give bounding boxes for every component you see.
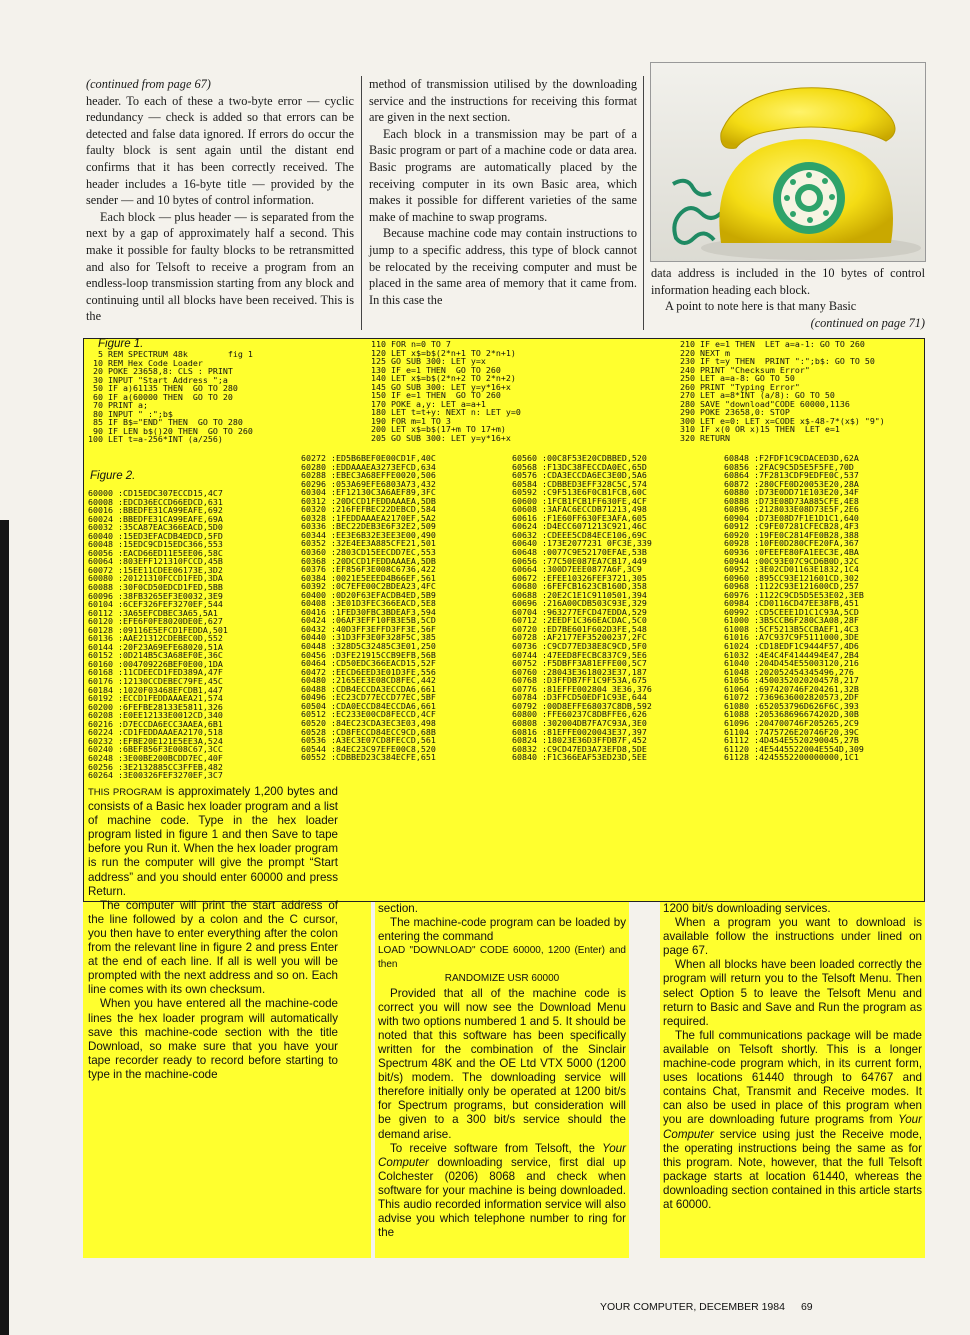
figure-1-listing-col2: 110 FOR n=0 TO 7 120 LET x$=b$(2*n+1 TO 2*n+1) 125 GO SUB 300: LET y=x 130 IF e=1 THEN GO TO 260 140 LET x$=b$(2*n+2 TO 2*n+2) 145 GO SUB 300: LET y=y*16+x 150 IF e=1 THEN GO TO 260 170 POKE a,y: LET a=a+1 180 LET t=t+y: NEXT n: LET y=0 190 FOR m=1 TO 3 200 LET x$=b$(17+m TO 17+m) 205 GO SUB 300: LET y=y*16+x <box>371 339 521 444</box>
top-column-1 <box>86 76 354 325</box>
paragraph: Each block — plus header — is separated from the next by a gap of approximately half a second. This make it possible for faulty blocks to be retransmitted and also for Telsoft to receive a program from an endless-loop transmission starting from any block and continuing until all blocks have been received. This is the <box>86 209 354 324</box>
panel-text-column-3 <box>660 902 925 1258</box>
continued-from: (continued from page 67) <box>86 77 211 91</box>
paragraph: 1200 bit/s downloading services. <box>663 902 831 915</box>
page-number: 69 <box>800 1301 813 1313</box>
paragraph-text: service using just the Receive mode, the operating instructions being the same as for this program. Note, however, that the full Telsoft package starts at location 61440, whereas the downloading section contained in this article starts at 60000. <box>663 1127 922 1211</box>
column-rule <box>643 76 644 330</box>
paragraph: When you have entered all the machine-code lines the hex loader program will automatically save this machine-code section with the title Download, so make sure that you have your tape recorder ready to record before starting to type in the machine-code <box>88 997 338 1081</box>
paragraph <box>378 1142 626 1241</box>
paragraph: Because machine code may contain instructions to jump to a specific address, this type of block cannot be relocated by the receiving computer and must be placed in the same area of memory that it came from. In this case the <box>369 226 637 307</box>
paragraph: When all blocks have been loaded correctly the program will return you to the Telsoft Menu. Then select Option 5 to leave the Telsoft Menu and return to Basic and Save and Run the program as required. <box>663 958 922 1028</box>
panel-text-column-1 <box>88 785 338 1082</box>
paragraph: When a program you want to download is available follow the instructions under lined on page 67. <box>663 916 922 958</box>
paragraph: header. To each of these a two-byte error — cyclic redundancy — check is added so that errors can be detected and false data ignored. If errors do occur the faulty block is sent again until the distant end confirms that it has been correctly received. The header includes a 16-byte title — provided by the sender — and 10 bytes of control information. <box>86 93 354 208</box>
figure-1-label: Figure 1. <box>98 338 144 350</box>
figure-1-listing-col3: 210 IF e=1 THEN LET a=a-1: GO TO 260 220 NEXT m 230 IF t=y THEN PRINT ":";b$: GO TO 50 240 PRINT "Checksum Error" 250 LET a=a-8: GO TO 50 260 PRINT "Typing Error" 270 LET a=8*INT (a/8): GO TO 50 280 SAVE "download"CODE 60000,1136 290 POKE 23658,0: STOP 300 LET e=0: LET x=CODE x$-48-7*(x$) "9") 310 IF x(0 OR x)15 THEN LET e=1 320 RETURN <box>680 339 885 444</box>
paragraph <box>88 785 338 899</box>
binding-shadow <box>0 520 9 1335</box>
paragraph-text: The full communications package will be made available on Telsoft shortly. This is a longer machine-code program which, in its current form, uses locations 61440 through to 64767 and contains Chat, Transmit and Receive modes. It can also be used in place of this program when you are downloading future programs from <box>663 1028 922 1127</box>
figure-2-listing-col2: 60272 :ED5B6BEF0E00CD1F,40C 60280 :EDDAAAEA3273EFCD,634 60288 :EBEC3A68EFFE0020,506 60296 :053A69EFE6803A73,432 60304 :EF12130C3A6AEF89,3FC 60312 :20DCCD1FEDDAAAEA,5DB 60320 :216FEFBEC22DEBCD,584 60328 :1FEDDAAAEA2170EF,5A2 60336 :BEC22DEB3E6F32E2,509 60344 :EE3E6B32E3EE3E00,490 60352 :32E4EE3A885CFE21,501 60360 :2803CD15EECDD7EC,553 60368 :20DCCD1FEDDAAAEA,5DB 60376 :EF856F3E008C6736,422 60384 :0021E5EEED4B66EF,561 60392 :0C7EFE00C2BDEA23,4FC 60400 :0D20F63EFACDB4ED,5B9 60408 :3E01D3FEC366EACD,5E8 60416 :1FED30FBC3BDEAF3,594 60424 :06AF3EFF10FB3E5B,5CD 60432 :40D3FF3EFFD3FF3E,56F 60440 :31D3FF3E0F328F5C,385 60448 :328D5C32485C3E01,250 60456 :D3FE21915CCB9EFB,56B 60464 :CD50EDC366EACD15,52F 60472 :EECD6EED3E01D3FE,556 60480 :2165EE3E08CD8FEC,442 60488 :CDB4ECCDA3ECCDA6,661 60496 :EC23CD77ECCD77EC,5BF 60504 :CDA0ECCD84ECCDA6,661 60512 :EC233E00CD8FECCD,4CF 60520 :84EC23CDA3EC3E03,498 60528 :CD8FECCD84ECC9CD,68B 60536 :A3EC3E07CD8FECCD,561 60544 :84EC23C97EFE00C8,520 60552 :CDBBED23C384ECFE,651 <box>301 453 436 763</box>
figure-2-listing-col1: 60000 :CD15EDC307ECCD15,4C7 60008 :EDCD36ECCD66EDCD,631 60016 :BBEDFE31CA99EAFE,692 60024 :BBEDFE31CA99EAFE,69A 60032 :35CA87EAC366EACD,5D0 60040 :15ED3EFACDB4EDCD,5FD 60048 :15EDC9CD15EDC366,553 60056 :EACD66ED11E5EE06,58C 60064 :803EFF121310FCCD,45B 60072 :15EE11CDEE06173E,3D2 60080 :20121310FCCD1FED,3DA 60088 :30F0CD50EDCD1FED,5BB 60096 :38FB3265EF3E0032,3E9 60104 :6CEF326FEF3270EF,544 60112 :3A65EFCDBEC3A65,5A1 60120 :EFE6F0FE8020DE0E,627 60128 :09116E5EFCD1FEDDA,501 60136 :AAE21312CDEBEC0D,552 60144 :20F23A69EFE68020,51A 60152 :0D214B5C3A68EF0E,36C 60160 :004709226BEF0E00,1DA 60168 :11CDEECD1FED389A,47F 60176 :12130CCDEBEC79FE,45C 60184 :1020F03468EFCDB1,447 60192 :ECCD1FEDDAAAEA21,574 60200 :6FEFBE28133E5811,326 60208 :E0EE12133E0012CD,340 60216 :D7ECCDA6ECC3AAEA,6B1 60224 :CD1FEDDAAAEA2170,518 60232 :EFBE20E121E5EE3A,524 60240 :6BEF856F3E008C67,3CC 60248 :3E00BE200BCDD7EC,40F 60256 :3E2132885CC3FFEB,482 60264 :3E00326FEF3270EF,3C7 <box>88 488 228 781</box>
top-column-3 <box>651 265 925 331</box>
yellow-telephone-image <box>651 63 926 262</box>
telephone-photo <box>650 62 926 262</box>
paragraph: Provided that all of the machine code is correct you will now see the Download Menu with two options numbered 1 and 5. It should be noted that this software has been specifically written for the combination of the Sinclair Spectrum 48K and the OE Ltd VTX 5000 (1200 bit/s) modem. The downloading service will therefore initially only be operated at 1200 bit/s for Spectrum programs, but consideration will be given to a 300 bit/s service should the demand arise. <box>378 986 626 1141</box>
lead-in: THIS PROGRAM <box>88 787 163 798</box>
figure-1-listing-col1: 5 REM SPECTRUM 48k fig 1 10 REM Hex Code Loader 20 POKE 23658,8: CLS : PRINT 30 INPUT "Start Address ";a 50 IF a)61135 THEN GO TO 280 60 IF a(60000 THEN GO TO 20 70 PRINT a; 80 INPUT " :";b$ 85 IF B$="END" THEN GO TO 280 90 IF LEN b$()20 THEN GO TO 260 100 LET t=a-256*INT (a/256) <box>88 349 253 445</box>
figure-2-label: Figure 2. <box>90 470 136 482</box>
panel-text-column-2 <box>375 902 629 1258</box>
paragraph: Each block in a transmission may be part of a Basic program or part of a machine code or data area. Basic programs are automatically placed by the receiving computer in its own Basic area, which makes it possible for different varieties of the same make of machine to swap programs. <box>369 126 637 224</box>
top-column-2 <box>369 76 637 308</box>
figure-2-listing-col4: 60848 :F2FDF1C9CDACED3D,62A 60856 :2FAC9C5D5E5F5FE,70D 60864 :7F2813CDF9EDFE0C,537 60872 :280CFE0D20053E20,28A 60880 :D73E0DD71E103E20,34F 60888 :D73E08D73A885CFE,4E8 60896 :2128033E08D73E5F,2E6 60904 :D73E08D7F1E1D1C1,640 60912 :C9FE07281CFECB28,4F3 60920 :19FE0C2814FE0B28,388 60928 :10FE0D280CFE20FA,367 60936 :0FEEFE80FA1EEC3E,4BA 60944 :00C93E07C9CD6B0D,32C 60952 :3E02CD01163E1832,1C4 60960 :895CC93E121601CD,302 60968 :1122C93E121600CD,257 60976 :1122C9CD5D5E53E02,3EB 60984 :CD0116CD47EE38FB,451 60992 :CD5CEEE1D1C1C93A,5CD 61000 :3B5CCB6F280C3A08,28F 61008 :5CF5213B5CCBAEF1,4C3 61016 :A7C937C9F5111000,3DE 61024 :CD18EDF1C9444F57,4D6 61032 :4E4C4F4144494E47,2B4 61040 :204D454E55003120,216 61048 :202052454345496,276 61056 :4500352020204578,217 61064 :697420746F204261,32B 61072 :7369636002820573,2DF 61080 :652053796D626F6C,393 61088 :205368696674202D,30B 61096 :204700746F205265,2C9 61104 :7475726E20746F20,39C 61112 :4D454E5520290045,27B 61120 :4E5445522004E554D,309 61128 :4245552200000000,1C1 <box>724 453 864 763</box>
randomize-command: RANDOMIZE USR 60000 <box>444 973 560 985</box>
column-rule <box>361 76 362 330</box>
paragraph: data address is included in the 10 bytes of control information heading each block. <box>651 266 925 297</box>
italic-text: Your Computer <box>378 1141 626 1169</box>
magazine-name: YOUR COMPUTER, DECEMBER 1984 <box>600 1301 785 1313</box>
load-command: LOAD "DOWNLOAD" CODE 60000, 1200 (Enter) and then <box>378 945 626 971</box>
figure-2-listing-col3: 60560 :00C8F53E20CDBBED,520 60568 :F13DC38FECCDA0EC,65D 60576 :CDA3ECCDA6EC3E0D,5A6 60584 :CDBBED3EFF328C5C,574 60592 :C9F513E6F0CB1FCB,60C 60600 :1FCB1FCB1FF630FE,4CF 60608 :3AFAC6ECCDB71213,498 60616 :F1E60FF630FE3AFA,605 60624 :D4ECC6071213C921,46C 60632 :CDEEE5CD84ECE106,69C 60640 :173E2077231 0FC3E,339 60648 :0077C9E52170EFAE,53B 60656 :77C50E087EA7CB17,449 60664 :300D7EEE0877A6F,3C9 60672 :EFEE10326FEF3721,305 60680 :6FEFCB1623CB160D,358 60688 :20E2C1E1C9110501,394 60696 :216A00CDB503C93E,329 60704 :963277EFCD47EDDA,529 60712 :2EEDF1C366EACDAC,5C0 60720 :ED7BE601F602D3FE,548 60728 :AF2177EF35200237,2FC 60736 :C9CD77ED38E8C9CD,5F0 60744 :47EED8FECBC837C9,5E6 60752 :F5DBFF3A81EFFE00,5C7 60760 :28043E3618023E37,187 60768 :D3FFDB7FF1C9F53A,675 60776 :81EFFE002804 3E36,376 60784 :D3FFCD50EDF1C93E,644 60792 :00D8EFFE68037C8DB,592 60800 :FFE60237C8DBFFE6,626 60808 :302004DB7FA7C93A,3E0 60816 :81EFFE0020043E37,397 60824 :18023E36D3FFDB7F,452 60832 :C9CD47ED3A73EFD8,5DE 60840 :F1C366EAF53ED23D,5EE <box>512 453 652 763</box>
paragraph-text: is approximately 1,200 bytes and consists of a Basic hex loader program and a list of machine code. Type in the hex loader program listed in figure 1 and then Save to tape before you Run it. When the hex loader program is run the computer will give the prompt “Start address” and you should enter 60000 and press Return. <box>88 785 339 898</box>
paragraph <box>663 1029 922 1212</box>
italic-text: Your Computer <box>663 1113 922 1141</box>
page-footer <box>600 1301 813 1313</box>
paragraph: section. <box>378 902 418 915</box>
paragraph: The computer will print the start address of the line followed by a colon and the C cursor, you then have to enter everything after the colon from the relevant line in figure 2 and press Enter at the end of each line. If all is well you will be prompted with the next address and so on. Each line comes with its own checksum. <box>88 898 338 997</box>
paragraph: The machine-code program can be loaded by entering the command <box>378 916 626 944</box>
continued-on: (continued on page 71) <box>810 315 925 330</box>
paragraph-text: To receive software from Telsoft, the <box>390 1141 603 1155</box>
paragraph-text: downloading service, first dial up Colchester (0206) 8068 and check when software for your machine is being downloaded. This audio recorded information service will also advise you which telephone number to ring for the <box>378 1155 626 1240</box>
paragraph: A point to note here is that many Basic <box>665 299 857 314</box>
paragraph: method of transmission utilised by the downloading service and the instructions for receiving this format are given in the next section. <box>369 77 637 125</box>
